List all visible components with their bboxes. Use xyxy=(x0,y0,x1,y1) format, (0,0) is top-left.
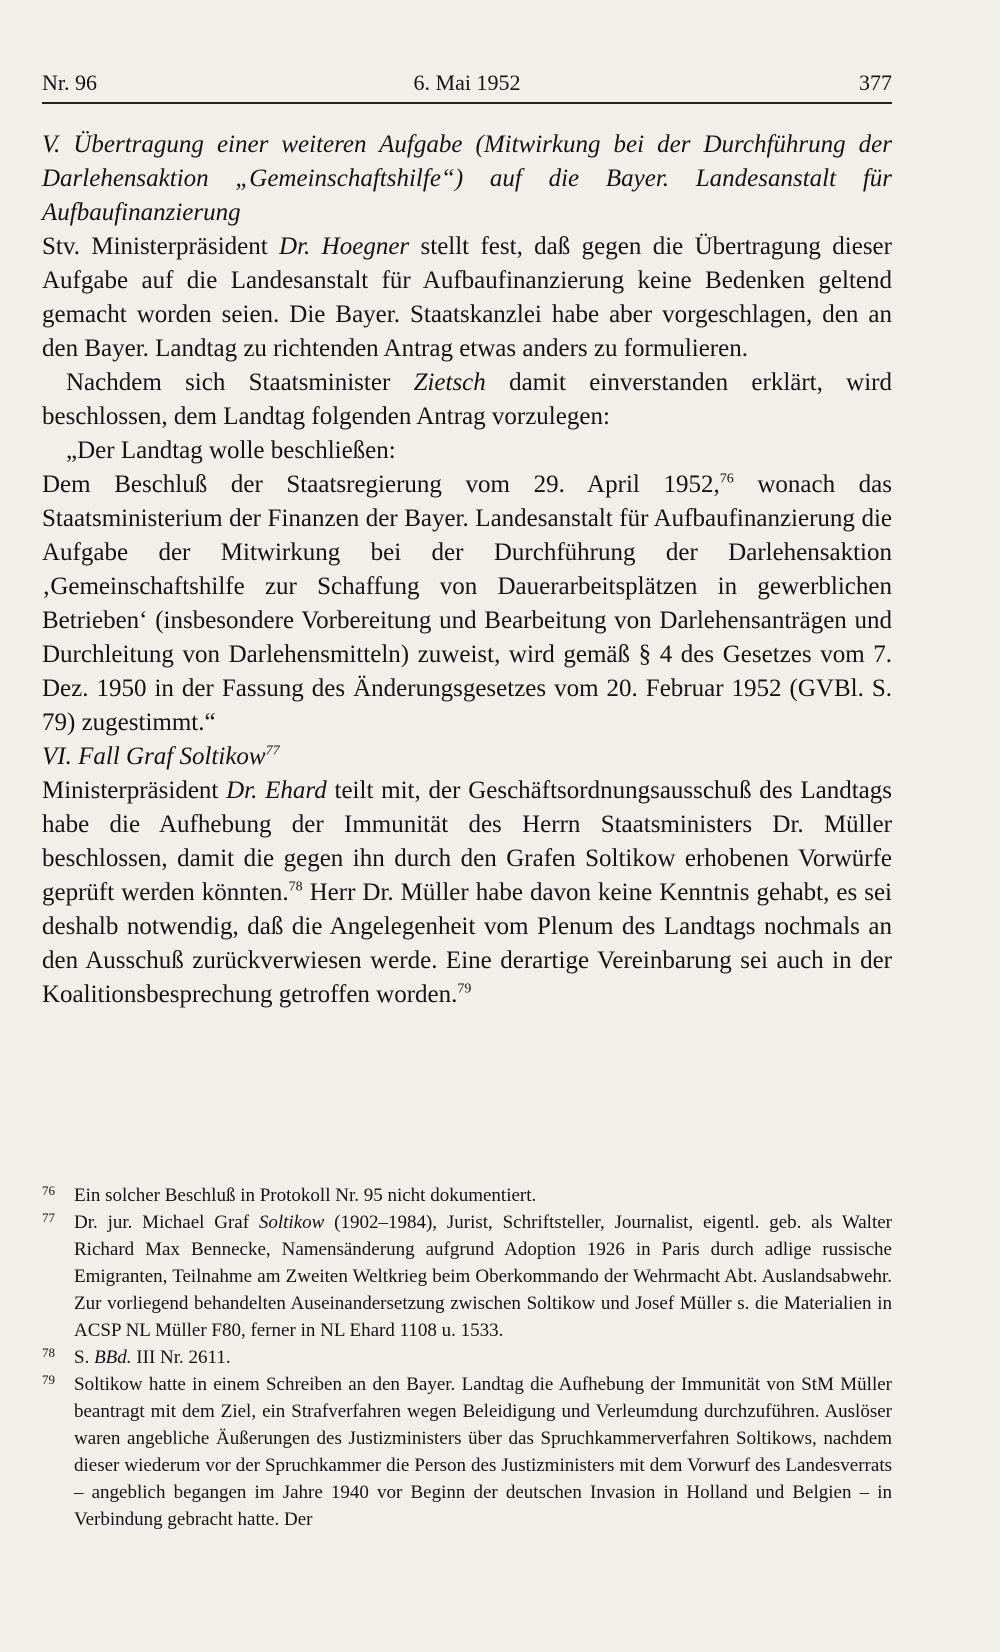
text-span: wonach das Staatsministerium der Finanzen der Bayer. Landesanstalt für Aufbaufinanzierung die Aufgabe der Mitwirkung bei der Durchführung der Darlehensaktion ‚Gemeinschaftshilfe zur Schaffung von Dauerarbeitsplätzen in gewerblichen Betrieben‘ (insbesondere Vorbereitung und Bearbeitung von Darlehensanträgen und Durchleitung von Darlehensmitteln) zuweist, wird gemäß § 4 des Gesetzes vom 7. Dez. 1950 in der Fassung des Änderungsgesetzes vom 20. Februar 1952 (GVBl. S. 79) zugestimmt.“ xyxy=(42,471,893,736)
citation-abbrev: BBd. xyxy=(94,1347,132,1368)
section-v-paragraph-1 xyxy=(42,230,892,366)
page-number: 377 xyxy=(859,70,892,95)
text-span: Herr Dr. Müller habe davon keine Kenntnis gehabt, es sei deshalb notwendig, daß die Angelegenheit vom Plenum des Landtags nochmals an den Ausschuß zurückverwiesen werde. Eine derartige Vereinbarung sei auch in der Koalitionsbesprechung getroffen worden. xyxy=(42,879,892,1008)
footnote-text: (1902–1984), Jurist, Schriftsteller, Journalist, eigentl. geb. als Walter Richard Max Bennecke, Namensänderung aufgrund Adoption 1926 in Paris durch adlige russische Emigranten, Teilnahme am Zweiten Weltkrieg beim Oberkommando der Wehrmacht Abt. Auslandsabwehr. Zur vorliegend behandelten Auseinandersetzung zwischen Soltikow und Josef Müller s. die Materialien in ACSP NL Müller F80, ferner in NL Ehard 1108 u. 1533. xyxy=(74,1212,892,1341)
text-span: Stv. Ministerpräsident xyxy=(42,233,280,260)
footnote-number: 79 xyxy=(42,1372,55,1387)
footnote-text: Soltikow hatte in einem Schreiben an den Bayer. Landtag die Aufhebung der Immunität von StM Müller beantragt mit dem Ziel, ein Strafverfahren wegen Beleidigung und Verleumdung durchzuführen. Auslöser waren angebliche Äußerungen des Justizministers über das Spruchkammerverfahren Soltikows, nachdem dieser wiederum vor der Spruchkammer die Person des Justizministers mit dem Vorwurf des Landesverrats – angeblich begangen im Jahre 1940 vor Beginn der deutschen Invasion in Holland und Belgien – in Verbindung gebracht hatte. Der xyxy=(74,1374,892,1530)
footnote-number: 76 xyxy=(42,1183,55,1198)
text-span: Dem Beschluß der Staatsregierung vom 29. April 1952, xyxy=(42,471,720,498)
text-span: teilt mit, der Geschäftsordnungsausschuß des Landtags habe die Aufhebung der Immunität des Herrn Staatsministers Dr. Müller beschlossen, damit die gegen ihn durch den Grafen Soltikow erhobenen Vorwürfe geprüft werden könnten. xyxy=(42,777,892,906)
footnote-ref-79: 79 xyxy=(457,981,472,997)
page-header xyxy=(42,62,892,104)
person-name: Dr. Hoegner xyxy=(279,233,410,260)
section-v-paragraph-2 xyxy=(42,366,892,434)
session-date: 6. Mai 1952 xyxy=(413,70,521,95)
footnote-number: 78 xyxy=(42,1345,55,1360)
footnote-76 xyxy=(42,1182,892,1209)
motion-intro: „Der Landtag wolle beschließen: xyxy=(66,437,396,464)
footnote-number: 77 xyxy=(42,1210,55,1225)
footnote-ref-76: 76 xyxy=(719,471,734,487)
section-vi-paragraph-1 xyxy=(42,774,892,1012)
footnotes xyxy=(42,1182,892,1533)
section-v-heading: V. Übertragung einer weiteren Aufgabe (Mitwirkung bei der Durchführung der Darlehensaktion „Gemeinschaftshilfe“) auf die Bayer. Landesanstalt für Aufbaufinanzierung xyxy=(42,131,892,226)
footnote-ref-78: 78 xyxy=(288,879,303,895)
footnote-77 xyxy=(42,1209,892,1344)
text-span: stellt fest, daß gegen die Übertragung dieser Aufgabe auf die Landesanstalt für Aufbaufinanzierung keine Bedenken geltend gemacht worden seien. Die Bayer. Staatskanzlei habe aber vorgeschlagen, den an den Bayer. Landtag zu richtenden Antrag etwas anders zu formulieren. xyxy=(42,233,892,362)
footnote-78 xyxy=(42,1344,892,1371)
person-name: Dr. Ehard xyxy=(226,777,327,804)
footnote-text: Ein solcher Beschluß in Protokoll Nr. 95 nicht dokumentiert. xyxy=(74,1185,537,1206)
footnote-text: Dr. jur. Michael Graf xyxy=(74,1212,259,1233)
text-span: damit einverstanden erklärt, wird beschlossen, dem Landtag folgenden Antrag vorzulegen: xyxy=(42,369,892,430)
footnote-ref-77: 77 xyxy=(265,743,280,759)
footnote-text: III Nr. 2611. xyxy=(131,1347,231,1368)
section-vi-heading xyxy=(42,740,892,774)
footnote-79 xyxy=(42,1371,892,1533)
text-span: Ministerpräsident xyxy=(42,777,227,804)
person-name: Zietsch xyxy=(413,369,486,396)
text-span: VI. Fall Graf Soltikow xyxy=(42,743,266,770)
footnote-text: S. xyxy=(74,1347,95,1368)
protocol-number: Nr. 96 xyxy=(42,70,97,95)
person-name: Soltikow xyxy=(258,1212,325,1233)
motion-text xyxy=(42,468,892,740)
text-span: Nachdem sich Staatsminister xyxy=(66,369,414,396)
main-text xyxy=(42,128,892,1012)
